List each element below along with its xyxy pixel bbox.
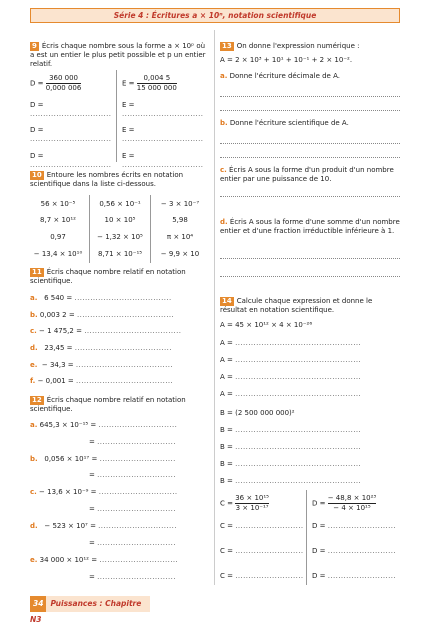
question-text: Donne l'écriture décimale de A. <box>229 72 340 80</box>
ex14-expression-d <box>312 494 376 513</box>
exercise-instructions: Calcule chaque expression et donne le résultat en notation scientifique. <box>220 297 373 314</box>
number-cell[interactable]: − 9,9 × 10 <box>160 250 200 258</box>
number-cell[interactable]: π × 10⁴ <box>166 233 194 241</box>
ex12-item[interactable] <box>30 522 208 531</box>
ex13-question-b <box>220 119 400 128</box>
dotted-line: ............................. <box>99 455 176 463</box>
d-label: D = <box>312 572 326 580</box>
number-cell[interactable]: − 3 × 10⁻⁷ <box>160 200 200 208</box>
dotted-line: .............................. <box>97 505 176 513</box>
exercise-number: 14 <box>222 297 232 305</box>
ex12-continuation[interactable] <box>89 438 208 447</box>
e-label: E = <box>122 152 135 160</box>
d-label: D = <box>312 522 326 530</box>
item-letter: b. <box>30 455 38 463</box>
answer-line[interactable] <box>220 426 400 435</box>
ex12-item[interactable] <box>30 421 208 430</box>
ex11-item[interactable] <box>30 361 208 370</box>
answer-line[interactable] <box>220 96 400 97</box>
c-label: C = <box>220 499 233 508</box>
answer-line[interactable] <box>220 522 304 531</box>
dotted-line: .............................. <box>99 556 179 564</box>
d-label: D = <box>30 152 44 160</box>
question-text: Écris A sous la forme d'une somme d'un nombre entier et d'une fraction irréductible inférieure à 1. <box>220 218 400 235</box>
ex12-item[interactable] <box>30 488 208 497</box>
ex13-question-c <box>220 166 400 184</box>
a-label: A = <box>220 390 233 398</box>
answer-line[interactable] <box>30 152 114 170</box>
dotted-line: ................................................ <box>235 339 362 347</box>
ex11-item[interactable] <box>30 344 208 353</box>
series-header: Série 4 : Écritures a × 10ⁿ, notation scientifique <box>30 8 400 23</box>
dotted-line: ............................... <box>30 109 112 118</box>
ex13-question-a <box>220 72 400 81</box>
answer-line[interactable] <box>122 101 208 119</box>
item-expression: 645,3 × 10⁻¹⁵ = <box>39 421 97 429</box>
item-letter: d. <box>30 344 38 352</box>
ex9-d-expression <box>30 74 81 93</box>
answer-line[interactable] <box>220 390 400 399</box>
e-label: E = <box>122 126 135 134</box>
answer-line[interactable] <box>220 547 304 556</box>
d-denominator: 0,000 006 <box>45 84 82 92</box>
ex11-item[interactable] <box>30 311 208 320</box>
ex12-continuation[interactable] <box>89 573 208 582</box>
answer-line[interactable] <box>220 258 400 259</box>
dotted-line: ................................................ <box>235 426 362 434</box>
item-letter: e. <box>30 361 38 369</box>
answer-line[interactable] <box>220 196 400 197</box>
ex11-item[interactable] <box>30 294 208 303</box>
dotted-line: .............................. <box>97 539 176 547</box>
ex9-e-expression <box>122 74 177 93</box>
e-label: E = <box>122 79 135 88</box>
dotted-line: ................................................ <box>235 373 362 381</box>
question-letter: d. <box>220 218 228 226</box>
page-footer <box>30 596 150 624</box>
exercise-14 <box>220 297 400 315</box>
c-numerator: 36 × 10¹⁵ <box>235 494 269 502</box>
c-label: C = <box>220 572 233 580</box>
dotted-line: .............................. <box>97 471 176 479</box>
equals-sign: = <box>89 505 95 513</box>
item-letter: f. <box>30 377 36 385</box>
dotted-line: .......................... <box>327 572 396 580</box>
ex14-expression-a: A = 45 × 10¹² × 4 × 10⁻²⁶ <box>220 321 313 329</box>
dotted-line: ..................................... <box>84 327 182 335</box>
b-label: B = <box>220 477 233 485</box>
exercise-instructions: Écris chaque nombre sous la forme a × 10ᵖ où a est un entier le plus petit possible et p un entier relatif. <box>30 42 206 68</box>
question-text: Donne l'écriture scientifique de A. <box>229 119 349 127</box>
ex12-continuation[interactable] <box>89 505 208 514</box>
answer-line[interactable] <box>220 157 400 158</box>
item-letter: d. <box>30 522 38 530</box>
ex14-expression-c <box>220 494 269 513</box>
dotted-line: ............................... <box>122 160 204 169</box>
ex12-item[interactable] <box>30 455 208 464</box>
a-label: A = <box>220 356 233 364</box>
dotted-line: .............................. <box>97 573 176 581</box>
exercise-number: 12 <box>32 396 42 404</box>
exercise-11 <box>30 268 208 286</box>
dotted-line: .......................... <box>327 522 396 530</box>
dotted-line: ................................................ <box>235 390 362 398</box>
item-expression: 0,056 × 10¹⁷ = <box>44 455 98 463</box>
b-label: B = <box>220 426 233 434</box>
ex11-item[interactable] <box>30 377 208 386</box>
answer-line[interactable] <box>30 101 114 119</box>
d-numerator: − 48,8 × 10²³ <box>327 494 377 502</box>
number-cell[interactable]: 10 × 10⁵ <box>104 216 136 224</box>
answer-line[interactable] <box>30 126 114 144</box>
c-label: C = <box>220 547 233 555</box>
number-cell[interactable]: 5,98 <box>172 216 188 224</box>
item-expression: − 1 475,2 = <box>39 327 82 335</box>
dotted-line: .......................... <box>235 572 304 580</box>
number-cell[interactable]: − 13,4 × 10¹⁰ <box>33 250 83 258</box>
exercise-number: 9 <box>32 42 37 50</box>
dotted-line: .............................. <box>97 438 176 446</box>
answer-line[interactable] <box>220 339 400 348</box>
item-expression: 0,003 2 = <box>39 311 75 319</box>
number-cell[interactable]: 56 × 10⁻⁵ <box>40 200 76 208</box>
b-label: B = <box>220 460 233 468</box>
item-letter: c. <box>30 488 37 496</box>
number-cell[interactable]: 0,97 <box>50 233 66 241</box>
dotted-line: .......................... <box>235 547 304 555</box>
chapter-title: Puissances : Chapitre N3 <box>30 599 142 624</box>
answer-line[interactable] <box>220 477 400 486</box>
answer-line[interactable] <box>220 110 400 111</box>
answer-line[interactable] <box>312 547 400 556</box>
d-label: D = <box>30 126 44 134</box>
dotted-line: .......................... <box>327 547 396 555</box>
item-expression: − 34,3 = <box>41 361 74 369</box>
answer-line[interactable] <box>220 460 400 469</box>
dotted-line: .............................. <box>98 522 177 530</box>
d-label: D = <box>312 547 326 555</box>
answer-line[interactable] <box>220 276 400 277</box>
ex14-expression-b: B = (2 500 000 000)² <box>220 409 295 417</box>
ex12-item[interactable] <box>30 556 208 565</box>
exercise-instructions: Entoure les nombres écrits en notation scientifique dans la liste ci-dessous. <box>30 171 184 188</box>
c-denominator: 3 × 10⁻¹⁷ <box>235 504 269 512</box>
exercise-number: 11 <box>32 268 42 276</box>
item-letter: b. <box>30 311 38 319</box>
a-label: A = <box>220 373 233 381</box>
exercise-instructions: On donne l'expression numérique : <box>236 42 360 50</box>
dotted-line: ................................................ <box>235 356 362 364</box>
equals-sign: = <box>89 438 95 446</box>
exercise-instructions: Écris chaque nombre relatif en notation scientifique. <box>30 396 186 413</box>
ex11-item[interactable] <box>30 327 208 336</box>
item-expression: 23,45 = <box>44 344 73 352</box>
question-letter: a. <box>220 72 228 80</box>
item-expression: 6 540 = <box>44 294 73 302</box>
answer-line[interactable] <box>220 443 400 452</box>
exercise-number: 13 <box>222 42 232 50</box>
page-number: 34 <box>30 596 46 612</box>
exercise-10 <box>30 171 208 189</box>
item-expression: − 13,6 × 10⁻⁹ = <box>39 488 97 496</box>
answer-line[interactable] <box>122 152 208 170</box>
item-expression: − 523 × 10⁷ = <box>44 522 96 530</box>
dotted-line: ............................... <box>30 160 112 169</box>
dotted-line: ..................................... <box>74 294 172 302</box>
equals-sign: = <box>89 539 95 547</box>
e-label: E = <box>122 101 135 109</box>
number-cell[interactable]: 0,56 × 10⁻¹ <box>99 200 141 208</box>
dotted-line: .......................... <box>235 522 304 530</box>
ex12-continuation[interactable] <box>89 471 208 480</box>
ex13-expression: A = 2 × 10³ + 10¹ + 10⁻¹ + 2 × 10⁻². <box>220 56 353 64</box>
answer-line[interactable] <box>312 522 400 531</box>
d-label: D = <box>30 79 44 88</box>
item-letter: a. <box>30 294 38 302</box>
question-letter: b. <box>220 119 228 127</box>
b-label: B = <box>220 443 233 451</box>
number-cell[interactable]: 8,71 × 10⁻¹⁵ <box>97 250 143 258</box>
dotted-line: ............................... <box>30 134 112 143</box>
dotted-line: ..................................... <box>75 361 174 369</box>
dotted-line: .............................. <box>98 421 178 429</box>
dotted-line: ..................................... <box>74 344 172 352</box>
number-cell[interactable]: − 1,32 × 10⁵ <box>97 233 143 241</box>
exercise-instructions: Écris chaque nombre relatif en notation scientifique. <box>30 268 186 285</box>
item-expression: 34 000 × 10¹² = <box>39 556 98 564</box>
e-denominator: 15 000 000 <box>136 84 177 92</box>
exercise-number: 10 <box>32 171 42 179</box>
item-letter: e. <box>30 556 38 564</box>
d-numerator: 360 000 <box>46 74 82 84</box>
item-letter: a. <box>30 421 38 429</box>
answer-line[interactable] <box>220 572 304 581</box>
d-label: D = <box>30 101 44 109</box>
exercise-9 <box>30 42 208 69</box>
answer-line[interactable] <box>220 373 400 382</box>
ex14-divider <box>306 490 307 585</box>
answer-line[interactable] <box>312 572 400 581</box>
dotted-line: ............................... <box>122 134 204 143</box>
c-label: C = <box>220 522 233 530</box>
exercise-12 <box>30 396 208 414</box>
ex9-divider <box>116 70 117 162</box>
question-letter: c. <box>220 166 227 174</box>
dotted-line: ..................................... <box>76 377 174 385</box>
ex13-question-d <box>220 218 400 236</box>
d-label: D = <box>312 499 326 508</box>
item-expression: − 0,001 = <box>37 377 74 385</box>
d-denominator: − 4 × 10¹⁵ <box>333 504 371 512</box>
ex12-continuation[interactable] <box>89 539 208 548</box>
a-label: A = <box>220 339 233 347</box>
dotted-line: ................................................ <box>235 460 362 468</box>
answer-line[interactable] <box>122 126 208 144</box>
equals-sign: = <box>89 471 95 479</box>
answer-line[interactable] <box>220 356 400 365</box>
equals-sign: = <box>89 573 95 581</box>
item-letter: c. <box>30 327 37 335</box>
dotted-line: ..................................... <box>76 311 175 319</box>
dotted-line: ................................................ <box>235 443 362 451</box>
answer-line[interactable] <box>220 143 400 144</box>
question-text: Écris A sous la forme d'un produit d'un nombre entier par une puissance de 10. <box>220 166 394 183</box>
column-separator <box>214 30 215 585</box>
exercise-13 <box>220 42 400 51</box>
e-numerator: 0,004 5 <box>137 74 177 84</box>
number-cell[interactable]: 8,7 × 10¹² <box>40 216 76 224</box>
dotted-line: .............................. <box>98 488 178 496</box>
dotted-line: ................................................ <box>235 477 362 485</box>
dotted-line: ............................... <box>122 109 204 118</box>
